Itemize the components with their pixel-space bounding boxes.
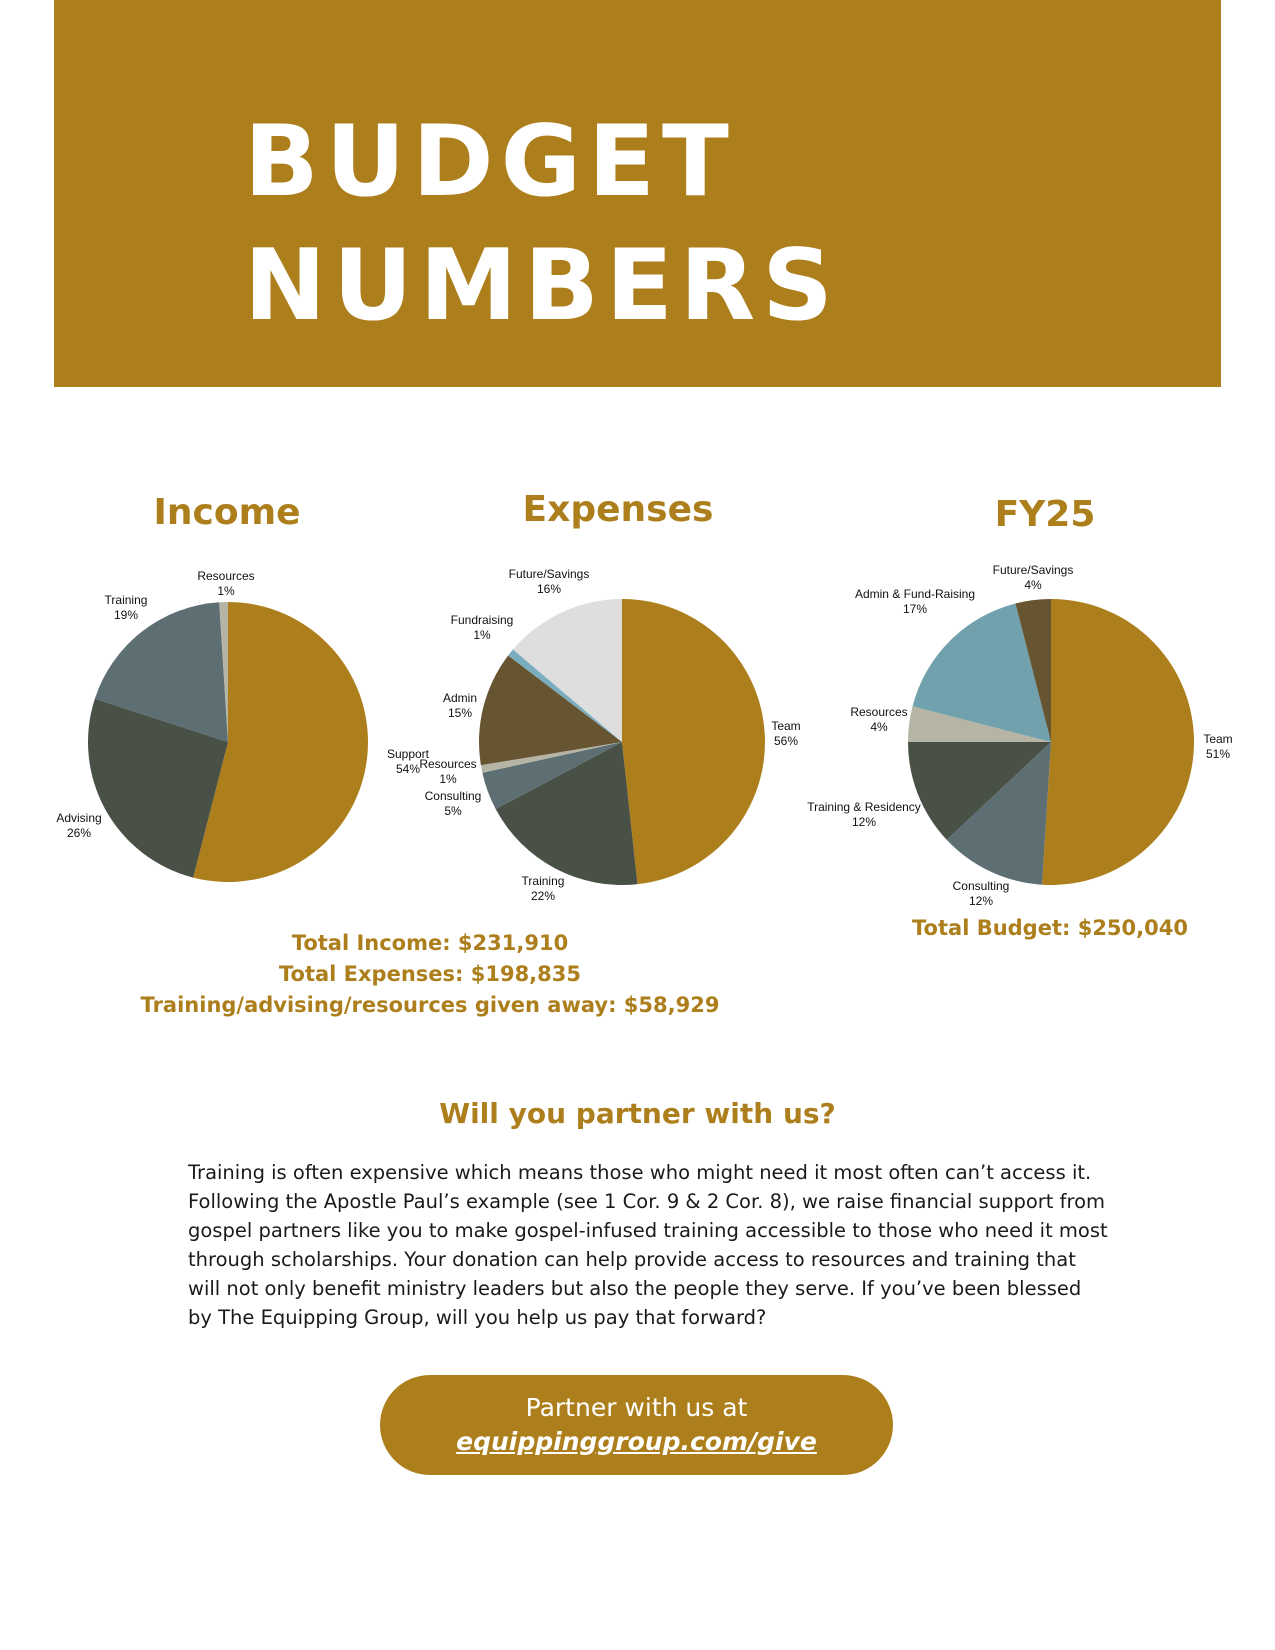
slice-label-value: 4% [870, 720, 888, 734]
total-given-away: Training/advising/resources given away: $58,929 [140, 993, 720, 1017]
pie-slice-2-0 [1042, 599, 1194, 885]
slice-label-value: 1% [439, 772, 457, 786]
partner-cta-button[interactable] [380, 1375, 893, 1475]
slice-label-name: Resources [850, 705, 908, 719]
slice-label-value: 15% [447, 706, 473, 720]
pie-slice-1-0 [622, 599, 765, 884]
slice-label-name: Team [1203, 732, 1233, 746]
slice-label-name: Training [104, 593, 148, 607]
slice-label-name: Consulting [424, 789, 482, 803]
totals-block [130, 928, 730, 1021]
income-chart-title: Income [153, 492, 301, 533]
slice-label-value: 26% [66, 826, 92, 840]
slice-label-value: 4% [1024, 578, 1042, 592]
slice-label-name: Training [521, 874, 565, 888]
slice-label-value: 1% [217, 584, 235, 598]
slice-label-name: Admin & Fund-Raising [854, 587, 976, 601]
slice-label-value: 12% [851, 815, 877, 829]
slice-label-name: Admin [442, 691, 478, 705]
cta-text: Partner with us at [525, 1393, 748, 1422]
slice-label-value: 17% [902, 602, 928, 616]
slice-label-name: Resources [419, 757, 477, 771]
slice-label-name: Fundraising [450, 613, 514, 627]
slice-label-value: 5% [444, 804, 462, 818]
slice-label-name: Support [386, 747, 430, 761]
give-link[interactable]: equippinggroup.com/give [456, 1427, 817, 1456]
page-title-line1: BUDGET [244, 105, 736, 219]
slice-label-name: Consulting [952, 879, 1010, 893]
slice-label-name: Advising [56, 811, 102, 825]
slice-label-value: 51% [1205, 747, 1231, 761]
page-title-line2: NUMBERS [244, 229, 840, 343]
total-expenses: Total Expenses: $198,835 [278, 962, 581, 986]
slice-label-name: Resources [197, 569, 255, 583]
slice-label-value: 1% [473, 628, 491, 642]
slice-label-name: Future/Savings [992, 563, 1074, 577]
slice-label-value: 54% [395, 762, 421, 776]
fy25-chart-title: FY25 [994, 494, 1096, 535]
slice-label-value: 56% [773, 734, 799, 748]
slice-label-name: Future/Savings [508, 567, 590, 581]
slice-label-value: 22% [530, 889, 556, 903]
total-budget: Total Budget: $250,040 [912, 916, 1188, 940]
total-income: Total Income: $231,910 [291, 931, 569, 955]
partner-body-text: Training is often expensive which means those who might need it most often can’t access it. Following the Apostle Paul’s example (see 1 Cor. 9 & 2 Cor. 8), we raise financial support from gospel partners like you to make gospel-infused training accessible to those who need it most through scholarships. Your donation can help provide access to resources and training that will not only benefit ministry leaders but also the people they serve. If you’ve been blessed by The Equipping Group, will you help us pay that forward? [188, 1161, 1108, 1329]
slice-label-name: Team [771, 719, 801, 733]
slice-label-value: 19% [113, 608, 139, 622]
slice-label-name: Training & Residency [807, 800, 921, 814]
slice-label-value: 12% [968, 894, 994, 908]
expenses-chart-title: Expenses [522, 489, 714, 530]
partner-heading: Will you partner with us? [439, 1097, 836, 1130]
slice-label-value: 16% [536, 582, 562, 596]
